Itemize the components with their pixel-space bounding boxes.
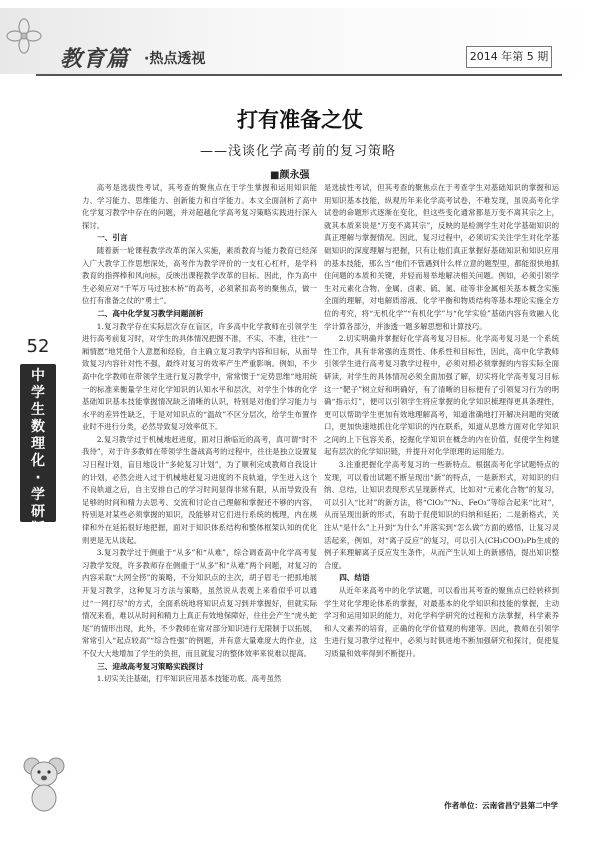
journal-char: 生	[31, 402, 45, 418]
article-subtitle: ——浅谈化学高考前的复习策略	[200, 144, 397, 159]
body-paragraph: 是选拔性考试，但其考查的聚焦点在于考查学生对基础知识的掌握和运用知识基本技能，纵观历年来化学高考试卷，不难发现，虽说高考化学试卷的命题形式逐渐在变化，但这些变化通常都是万变不离其宗之上，就其本质来说是“万变不离其宗”，反映的是检测学生对化学基础知识的真正理解与掌握情况。因此，复习过程中，必须切实关注学生对化学基础知识的深度理解与把握，只有让他们真正掌握好基础知识和知识应用的基本技能，那么当“他们不管遇到什么样立意的题型里，都能很快地抓住问题的本质和关键，并轻而易举地解决相关问题。例如，必须引领学生对元素化合物、金属、卤素、硫、氮、硅等非金属相关基本概念实施全面的理解，对电解质溶液、化学平衡和物质结构等基本理论实施全方位的考究，将“无机化学”“有机化学”与“化学实验”基础内容有效融入化学计算各部分，并渗透一题多解思想和计算技巧。	[324, 183, 559, 331]
body-paragraph: 1.切实关注基础，打牢知识应用基本技能功底。高考虽然	[96, 674, 282, 684]
issue-label: 2014 年第 5 期	[466, 46, 552, 68]
body-paragraph: 3.复习教学过于侧重于“从多”和“从难”，综合调查高中化学高考复习教学发现，许多教师存在侧重于“从多”和“从难”两个问题，对复习的内容采取“大网全捞”的策略，不分知识点的主次，胡子眉毛一把抓地展开复习教学，这种复习方法与策略，虽然说从表观上来看似乎可以通过“一网打尽”的方式，全面系统地将知识点复习到并掌握好，但就实际情况来看，难以从时间和精力上真正有效地保障好，往往会产生“虎头蛇尾”的情形出现，此外，不少教师在常对部分知识进行无限制于以拓展，常常引入“起点较高”“综合性强”的例题，并有意大量难度大的作业，这不仅大大地增加了学生的负担，而且就复习的整体效率来说难以提高。	[82, 548, 317, 658]
section-heading: 三、迎战高考复习策略实践探讨	[97, 661, 204, 671]
page-header	[0, 0, 600, 80]
flower-icon	[6, 18, 42, 54]
section-heading: 二、高中化学复习教学问题剖析	[97, 308, 204, 318]
page-number: 52	[26, 336, 50, 357]
journal-sidebar	[20, 332, 56, 537]
section-heading: 四、结语	[339, 573, 370, 583]
right-column	[324, 182, 559, 661]
journal-char: 数	[31, 419, 45, 435]
journal-char: 学	[31, 487, 45, 503]
article-author: ■颜永强	[270, 170, 310, 181]
author-unit: 作者单位：云南省昌宁县第二中学	[444, 801, 558, 810]
journal-char: 学	[31, 385, 45, 401]
subsection-title: ·热点透视	[144, 51, 206, 67]
journal-char: 理	[31, 436, 45, 452]
body-paragraph: 2.复习教学过于机械地赶进度，面对日渐临近的高考，真可谓“时不我待”，对于许多教师在带领学生备战高考的过程中，往往是独立设置复习日程计划，盲目地设计“多轮复习计划”，为了顺利完成教师自我设计的计划，必然会进入过于机械地赶复习进度的不良轨道，学生进入这个不良轨道之后，自主安排自己的学习时间显得非常有限，从而导致没有足够的时间和精力去思考、交流和讨论自己理解和掌握还不够的内容，特别是对某些必须掌握的知识，没能够对它们进行系统的梳理，内在规律和外在延拓很好地把握，面对于知识体系结构和整体框架认知的优化则更是无从谈起。	[82, 434, 317, 545]
body-paragraph: 3.注重把握化学高考复习的一些新特点。根据高考化学试题特点的发现，可以看出试题不断呈现出“新”的特点，一是新形式，对知识的归纳、总结，让知识表现形式呈现新样式，比如对“元素化合物”的复习，可以引入“比对”的新方法，将“ClO₂”“N₂、FeO₃”等综合起来“比对”，从而呈现出新的形式，有助于促使知识的归纳和延拓；二是新格式，关注从“是什么”上升到“为什么”并落实到“怎么做”方面的感悟，让复习灵活起来，例如，对“离子反应”的复习，可以引入(CH₃COO)₂Pb生成的例子来理解离子反应发生条件，从而产生认知上的新感悟，提出知识整合度。	[324, 460, 559, 570]
journal-char: 研	[31, 504, 45, 520]
abstract-paragraph: 高考是选拔性考试，其考查的聚焦点在于学生掌握和运用知识能力、学习能力、思维能力、创新能力和自学能力。本文全面剖析了高中化学复习教学中存在的问题，并对超越化学高考复习策略实践进行深入探讨。	[82, 183, 317, 230]
header-divider	[36, 74, 562, 76]
journal-name-tab	[20, 364, 56, 537]
journal-char: 化	[31, 453, 45, 469]
article-title: 打有准备之仗	[237, 108, 363, 132]
section-title: 教育篇	[60, 47, 130, 72]
koala-icon	[22, 752, 66, 812]
body-paragraph: 从近年来高考中的化学试题，可以看出其考查的聚焦点已经转移到学生对化学理论体系的掌握，对最基本的化学知识和技能的掌握，主动学习和运用知识的能力，对化学科学研究的过程和方法掌握，科学素养和人文素养的培育，正确的化学价值观的构建等。因此，教师在引领学生进行复习教学过程中，必须与时俱进地不断加强研究和探讨，促使复习质量和效率得到不断提升。	[324, 586, 559, 658]
body-paragraph: 1.复习教学存在实际层次存在盲区，许多高中化学教师在引领学生进行高考前复习时，对学生的具体情况把握不准，不实、不准，往往“一厢情愿”地凭借个人意愿和经验，自主确立复习教学内容和目标，从而导致复习内容针对性不强，最终对复习的效率产生严重影响。例如，不少高中化学教师在带领学生进行复习教学中，常常惯于“定势思维”地用统一的标准来衡量学生对化学知识的认知水平和层次，对学生个体的化学基础知识基本技能掌握情况缺乏清晰的认识，特别是对他们学习能力与水平的差异性缺乏，于是对知识点的“温故”不区分层次，给学生布置作业时不进行分类，必然导致复习效率低下。	[82, 321, 317, 432]
section-heading: 一、引言	[97, 233, 128, 243]
body-paragraph: 2.切实明确并掌握好化学高考复习目标。化学高考复习是一个系统性工作，具有非常强的连贯性、体系性和目标性，因此，高中化学教师引领学生进行高考复习教学过程中，必须对照必须掌握的内容实际全面研读，对学生的具体情况必须全面加强了解，切实将化学高考复习目标这一“靶子”树立好和明确好，有了清晰的目标便有了引领复习行为的明确“指示灯”，便可以引领学生将应掌握的化学知识梳理得更具条理性，更可以帮助学生更加有效地理解高考，知道准确地打开解决问题的突破口，更加快速地抓住化学知识的内在联系，知道从思维方面对化学知识之间的上下包容关系，挖掘化学知识在概念的内在价值，促使学生构建起有层次的化学知识链，并提升对化学原理的运用能力。	[324, 334, 559, 457]
body-paragraph: 随着新一轮课程教学改革的深入实施，素质教育与能力教育已经深入广大教学工作思想深处，高考作为教学评价的一支杠心杠杆，是学科教育的指挥棒和风向标，反映出课程教学改革的目标。因此，作为高中生必须应对“千军万马过独木桥”的高考，必须紧扣高考的聚焦点，做一位打有准备之仗的“勇士”。	[82, 245, 317, 306]
journal-char: 版	[31, 521, 45, 537]
left-column	[82, 182, 317, 686]
journal-char: 中	[31, 368, 45, 384]
journal-char: ·	[35, 470, 41, 486]
